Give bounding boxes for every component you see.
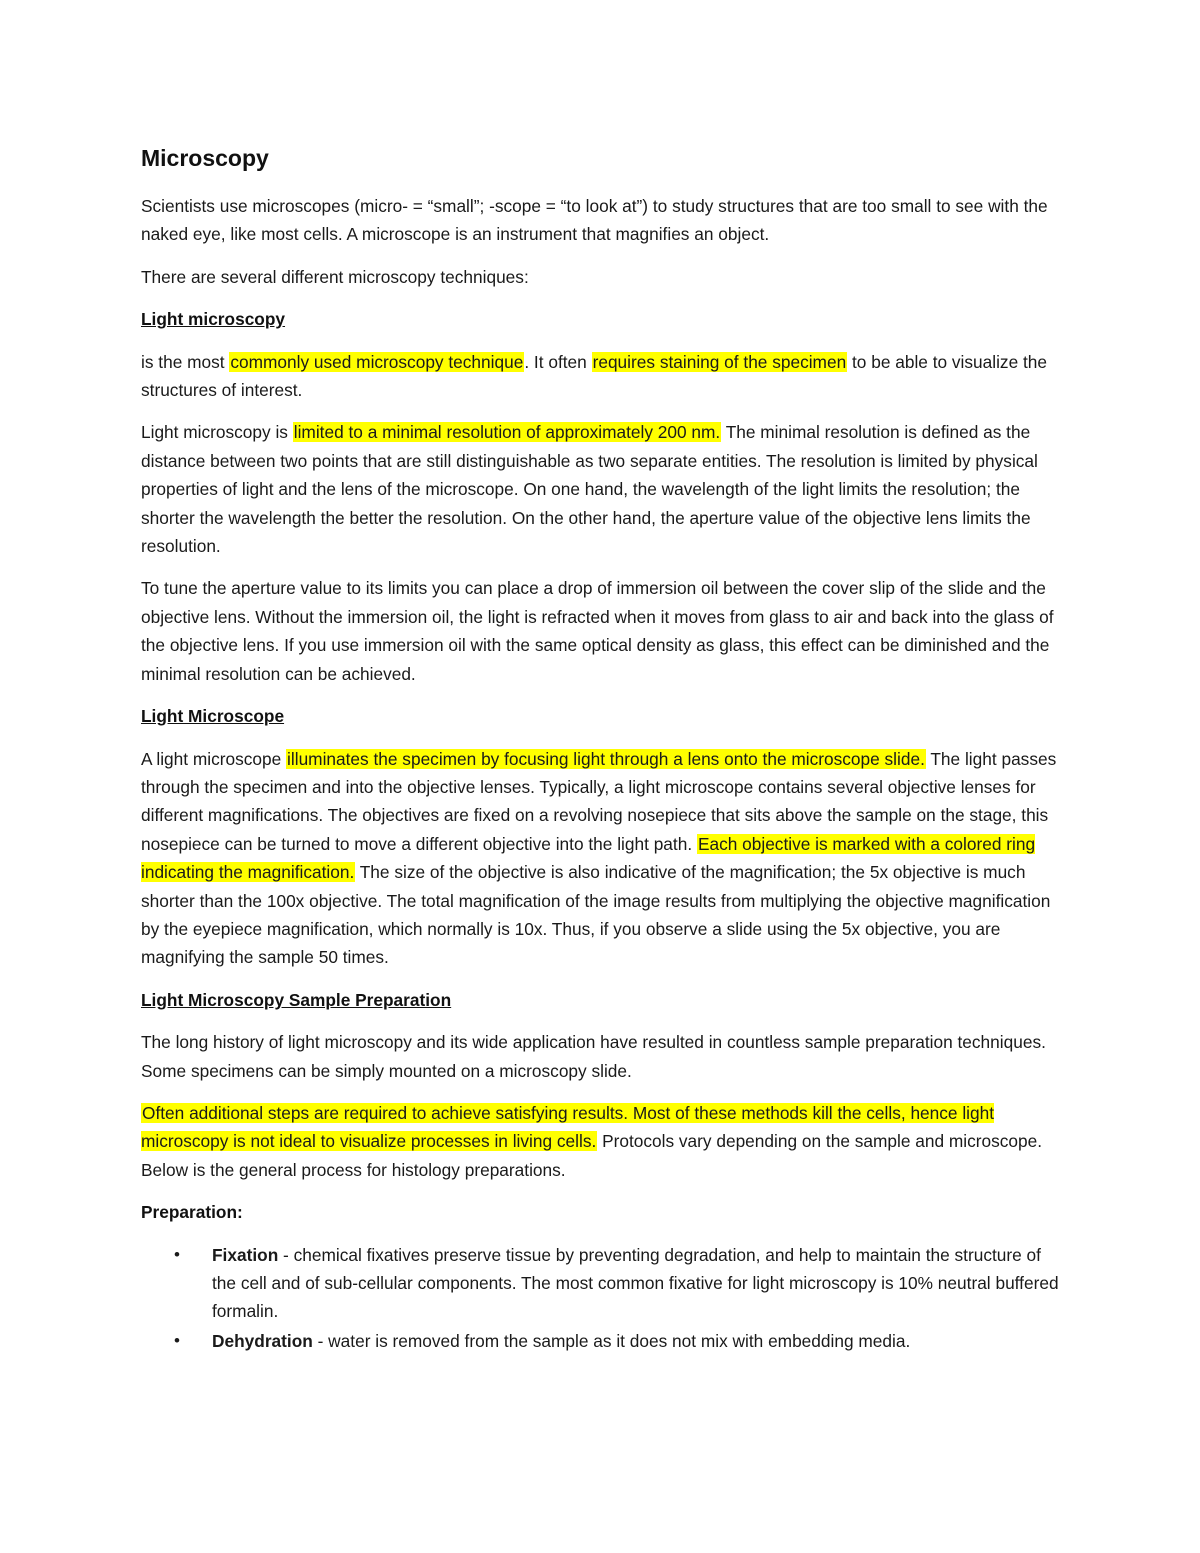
- light-microscopy-paragraph-3: To tune the aperture value to its limits you can place a drop of immersion oil between the cover slip of the slide and the objective lens. Without the immersion oil, the light is refracted when it moves from glass to air and back into the glass of the objective lens. If you use immersion oil with the same optical density as glass, this effect can be diminished and the minimal resolution can be achieved.: [141, 578, 1054, 684]
- preparation-list: [141, 1241, 1061, 1356]
- intro-paragraph: Scientists use microscopes (micro- = “small”; -scope = “to look at”) to study structures that are too small to see with the naked eye, like most cells. A microscope is an instrument that magnifies an object.: [141, 196, 1048, 245]
- highlight: Often additional steps are required to achieve satisfying results. Most of these methods kill the cells, hence light microscopy is not ideal to visualize processes in living cells.: [141, 1102, 995, 1152]
- list-item-text: - water is removed from the sample as it does not mix with embedding media.: [312, 1330, 911, 1351]
- highlight: Each objective is marked with a colored ring indicating the magnification.: [141, 833, 1036, 883]
- highlight: illuminates the specimen by focusing light through a lens onto the microscope slide.: [287, 748, 925, 769]
- list-item-term: Fixation: [212, 1244, 279, 1265]
- text-run: The light passes through the specimen and into the objective lenses. Typically, a light microscope contains several objective lenses for different magnifications. The objectives are fixed on a revolving nosepiece that sits above the sample on the stage, this nosepiece can be turned to move a different objective into the light path.: [141, 748, 1057, 854]
- text-run: Light microscopy is: [141, 422, 293, 443]
- bullet-icon: •: [174, 1244, 180, 1264]
- list-item-term: Dehydration: [212, 1330, 313, 1351]
- list-item-text: - chemical fixatives preserve tissue by preventing degradation, and help to maintain the structure of the cell and of sub-cellular components. The most common fixative for light microscopy is 10% neutral buffered formalin.: [212, 1244, 1059, 1322]
- text-run: A light microscope: [141, 748, 287, 769]
- highlight: commonly used microscopy technique: [230, 351, 524, 372]
- text-run: is the most: [141, 351, 230, 372]
- light-microscope-paragraph: [141, 745, 1061, 972]
- text-run: Protocols vary depending on the sample and microscope. Below is the general process for histology preparations.: [141, 1131, 1043, 1180]
- sample-preparation-paragraph-1: The long history of light microscopy and its wide application have resulted in countless sample preparation techniques. Some specimens can be simply mounted on a microscopy slide.: [141, 1032, 1046, 1081]
- page-title: Microscopy: [141, 145, 269, 171]
- preparation-heading: Preparation:: [141, 1202, 243, 1223]
- bullet-icon: •: [174, 1330, 180, 1350]
- techniques-lead: There are several different microscopy techniques:: [141, 266, 529, 287]
- light-microscopy-paragraph-1: [141, 348, 1061, 405]
- highlight: limited to a minimal resolution of approximately 200 nm.: [293, 422, 721, 443]
- sample-preparation-paragraph-2: [141, 1099, 1061, 1184]
- highlight: requires staining of the specimen: [592, 351, 847, 372]
- list-item: [141, 1327, 1061, 1355]
- section-heading-light-microscopy: Light microscopy: [141, 309, 286, 330]
- list-item: [141, 1241, 1061, 1326]
- section-heading-sample-preparation: Light Microscopy Sample Preparation: [141, 989, 452, 1010]
- text-run: The size of the objective is also indicative of the magnification; the 5x objective is much shorter than the 100x objective. The total magnification of the image results from multiplying the objective magnification by the eyepiece magnification, which normally is 10x. Thus, if you observe a slide using the 5x objective, you are magnifying the sample 50 times.: [141, 862, 1051, 968]
- section-heading-light-microscope: Light Microscope: [141, 706, 285, 727]
- document-body: [141, 142, 1061, 1356]
- text-run: . It often: [524, 351, 592, 372]
- text-run: The minimal resolution is defined as the distance between two points that are still distinguishable as two separate entities. The resolution is limited by physical properties of light and the lens of the microscope. On one hand, the wavelength of the light limits the resolution; the shorter the wavelength the better the resolution. On the other hand, the aperture value of the objective lens limits the resolution.: [141, 422, 1038, 557]
- text-run: to be able to visualize the structures of interest.: [141, 351, 1048, 401]
- light-microscopy-paragraph-2: [141, 418, 1061, 560]
